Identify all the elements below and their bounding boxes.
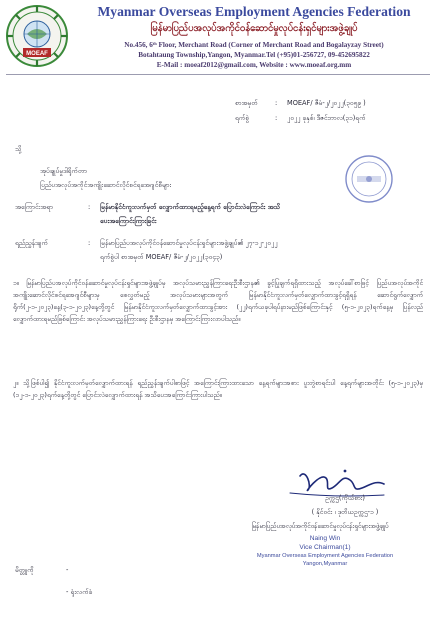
header-divider bbox=[6, 74, 430, 75]
subject-line-1: မြန်မာနိုင်ငံကူးလက်မှတ် လျှောက်ထားရမည့်နေ့ရက် ပြောင်းလဲကြောင်း အသိ bbox=[100, 203, 281, 211]
date-colon: : bbox=[275, 114, 278, 122]
signer-org-english: Myanmar Overseas Employment Agencies Federation bbox=[256, 553, 394, 559]
org-name-english: Myanmar Overseas Employment Agencies Federation bbox=[97, 4, 411, 19]
signer-title-english: Vice Chairman(1) bbox=[299, 544, 351, 551]
subject-colon: : bbox=[88, 203, 91, 211]
recipient-line-1: အုပ်ချုပ်မှုဒါရိုက်တာ bbox=[40, 167, 87, 175]
subject-line-2: ပေးအကြောင်းကြားခြင်း bbox=[100, 217, 157, 225]
org-name-myanmar: မြန်မာပြည်ပအလုပ်အကိုင်ဝန်ဆောင်မှုလုပ်ငန်းရှင်များအဖွဲ့ချုပ် bbox=[150, 23, 358, 34]
office-stamp bbox=[344, 154, 394, 204]
body-paragraph-2: ၂။ သို့ဖြစ်ပါ၍ နိုင်ငံကူးလက်မှတ်လျှောက်ထားရန် ရည်ညွှန်းချက်ပါစာဖြင့် အကြောင်းကြားထားသော နေ့ရက်များအစား ပူးတွဲစာရင်းပါ နေ့ရက်များအတိုင်း (၅-၁-၂၀၂၃)မှ (၁၂-၁-၂၀၂၃)ရက်နေ့တို့တွင် ပြောင်းလဲလျှောက်ထားရန် အသိပေးအကြောင်းကြားပါသည်။ bbox=[13, 379, 423, 399]
recipient-line-2: ပြည်ပအလုပ်အကိုင်အကျိုးဆောင်လိုင်စင်ရအေဂျင်စီများ bbox=[40, 181, 172, 189]
body-paragraph-1: ၁။ မြန်မာပြည်ပအလုပ်ကိုင်ဝန်ဆောင်မှုလုပ်ငန်းရှင်များအဖွဲ့ချုပ်မှ အလုပ်သမားညွှန်ကြားရေးဦးစီးဌာန၏ ခွင့်ပြုချက်ရရှိထားသည့် အလုပ်ခေါ်စာဖြင့် ပြည်ပအလုပ်အကိုင်အကျိုးဆောင်လိုင်စင်ရအေဂျင်စီများမှ စေလွှတ်မည့် အလုပ်သမားများအတွက် မြန်မာနိုင်ငံကူးလက်မှတ်လျှောက်ထားခွင့်ရရှိရန် ဆောင်ရွက်လျှောက်ရိုက်(၂-၁-၂၀၂၃)နေ့(၃-၁-၂၀၂၃)နေ့တို့တွင် မြန်မာနိုင်ငံကူးလက်မှတ်လျှောက်ထားခွင့်အား (၂၂)ရက်ယခုပါရပ်နားမည်ဖြစ်ကြောင်းနှင့် (၅-၁-၂၀၂၃)ရက်နေ့မှ ပြန်လည်လျှောက်ထားရမည်ဖြစ်ကြောင်း အလုပ်သမားညွှန်ကြားရေး ဦးစီးဌာနမှ အကြောင်းကြားလာပါသည်။ bbox=[13, 279, 423, 323]
letter-number-value: MOEAF/ ဇီမံ-၂/၂၀၂၂(၃၀၅၉ ) bbox=[287, 99, 366, 107]
reference-colon: : bbox=[88, 239, 91, 247]
address-line-2: Botahtaung Township,Yangon, Myanmar.Tel (+95)01-256727, 09-452695822 bbox=[138, 51, 370, 59]
subject-label: အကြောင်းအရာ bbox=[15, 203, 53, 211]
address-line-1: No.456, 6ᵗʰ Floor, Merchant Road (Corner of Merchant Road and Bogalayzay Street) bbox=[124, 41, 384, 49]
reference-line-2: ရက်စွဲပါ စာအမှတ် MOEAF/ ဇီမံ-၂/၂၀၂၂(၃၀၄၃) bbox=[100, 253, 223, 261]
signer-name-myanmar: ( နိုင်ဝင်း ၊ ဒုတိယဥက္ကဌ-၁ ) bbox=[311, 508, 379, 516]
reference-line-1: မြန်မာပြည်ပအလုပ်ကိုင်ဝန်ဆောင်မှုလုပ်ငန်းရှင်များအဖွဲ့ချုပ်၏ ၂၇-၁၂-၂၀၂၂ bbox=[100, 239, 278, 247]
signer-org-myanmar: မြန်မာပြည်ပအလုပ်အကိုင်ဝန်ဆောင်မှုလုပ်ငန်းရှင်များအဖွဲ့ချုပ် bbox=[251, 523, 389, 530]
contact-line: E-Mail : moeaf2012@gmail.com, Website : www.moeaf.org.mm bbox=[156, 61, 352, 69]
signer-name-english: Naing Win bbox=[309, 535, 341, 542]
letter-number-label: စာအမှတ် bbox=[235, 99, 258, 107]
signer-city-english: Yangon,Myanmar bbox=[302, 561, 348, 567]
date-label: ရက်စွဲ bbox=[235, 114, 249, 122]
copy-to-label: မိတ္တူကို bbox=[15, 566, 34, 574]
copy-to-line-1: - bbox=[66, 566, 69, 574]
recipient-to: သို့ bbox=[15, 145, 22, 153]
reference-label: ရည်ညွှန်းချက် bbox=[15, 239, 48, 247]
copy-to-line-2: - ရုံးလက်ခံ bbox=[66, 588, 93, 596]
logo-label: MOEAF bbox=[26, 51, 48, 57]
moeaf-logo bbox=[5, 4, 69, 68]
date-value: ၂၀၂၂ ခုနှစ်၊ ဒီဇင်ဘာလ(၃၁)ရက် bbox=[287, 114, 366, 122]
signature-handwritten-title: ဥက္ကဌ(ကိုယ်စား) bbox=[325, 494, 365, 502]
letter-number-colon: : bbox=[275, 99, 278, 107]
